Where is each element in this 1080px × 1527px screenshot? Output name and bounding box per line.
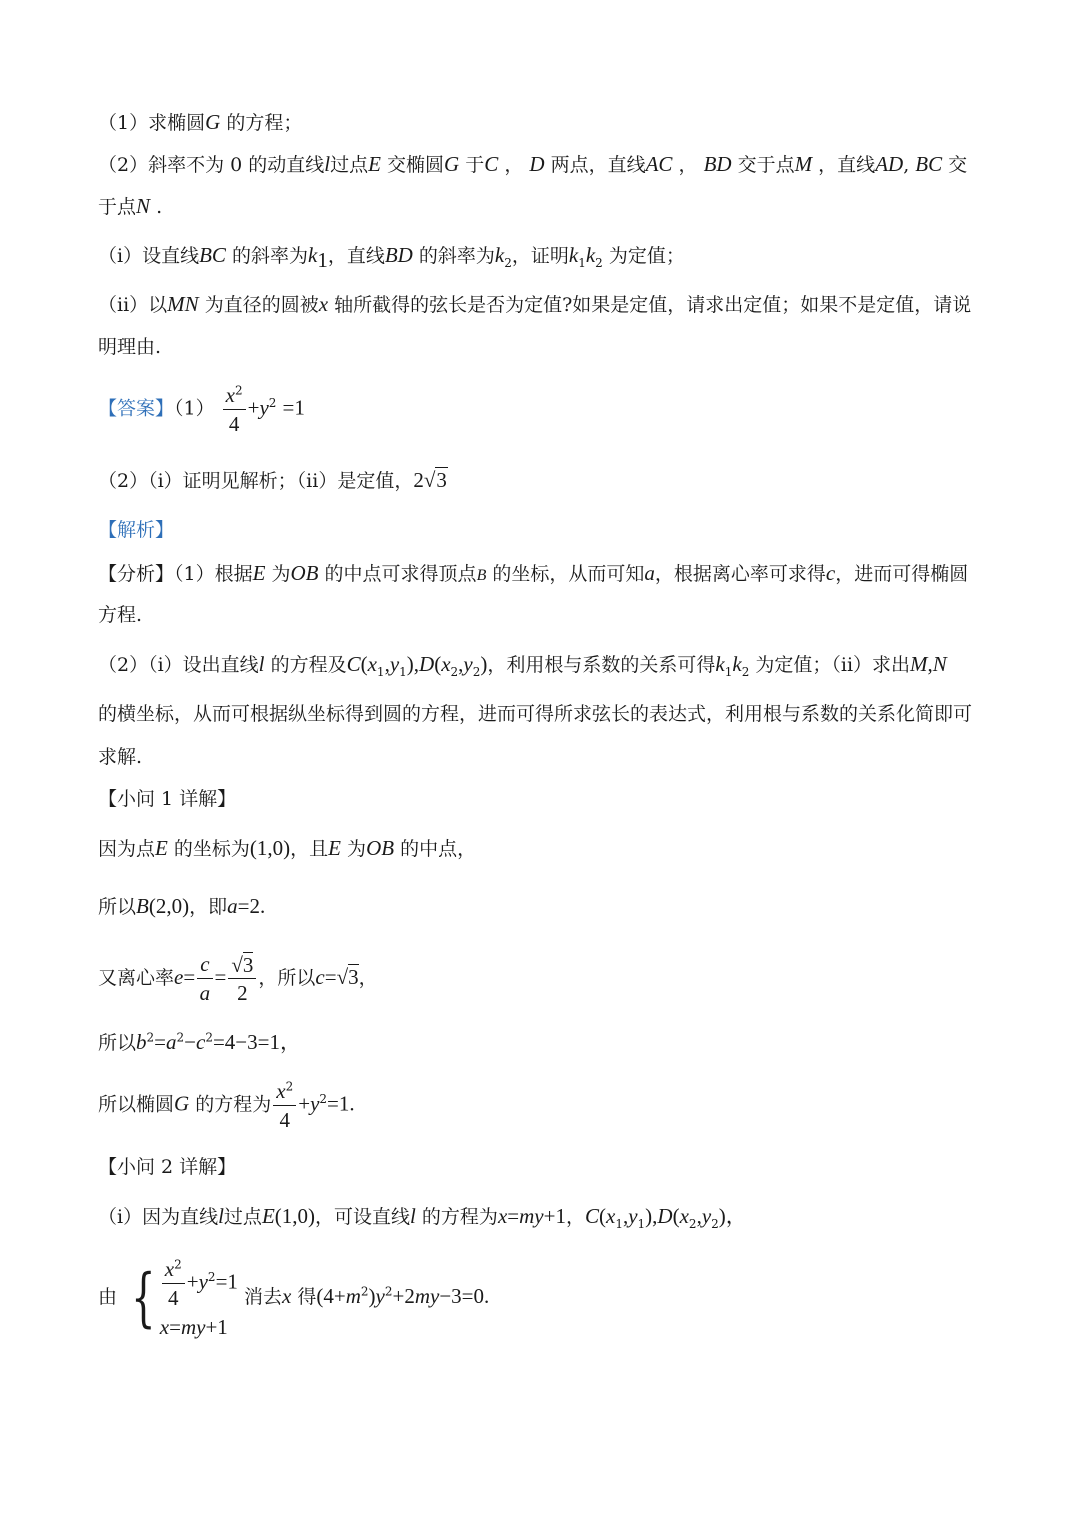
- var-g: G: [205, 110, 221, 134]
- answer-1: 【答案】（1） $\frac{x^2}{4}$ $+y^2 =1$: [98, 383, 305, 436]
- fraction: $\frac{x^2}{4}$: [223, 384, 246, 435]
- part1-line3: 又离心率e= $\frac{c}{a}$ = $\frac{√3}{2}$ ，所以c=√3，: [98, 952, 378, 1005]
- sqrt: √3: [423, 468, 447, 492]
- part1-line2: 所以B(2,0)，即a=2.: [98, 894, 266, 918]
- question-2-line2: 于点N .: [98, 194, 163, 218]
- part1-header: 【小问 1 详解】: [98, 788, 237, 810]
- equation-system: { $\frac{x^2}{4}$ $+y^2=1$ x=my+1: [131, 1257, 238, 1339]
- question-1: （1）求椭圆G 的方程；: [98, 110, 303, 134]
- question-2-line1: （2）斜率不为 0 的动直线l过点E 交椭圆G 于C ， D 两点，直线AC ， BD 交于点M ，直线AD, BC 交: [98, 152, 968, 176]
- part2-header: 【小问 2 详解】: [98, 1156, 237, 1178]
- analysis-line4: 的横坐标，从而可根据纵坐标得到圆的方程，进而可得所求弦长的表达式，利用根与系数的关系化简即可: [98, 703, 973, 725]
- analysis-line1: 【分析】（1）根据E 为OB 的中点可求得顶点B 的坐标，从而可知a，根据离心率可求得c，进而可得椭圆: [98, 561, 969, 585]
- part1-line4: 所以$b^2=a^2-c^2=4-3=1$，: [98, 1030, 301, 1054]
- part1-line5: 所以椭圆G 的方程为 $\frac{x^2}{4}$ $+y^2=1$.: [98, 1079, 355, 1132]
- answer-tag: 【答案】: [98, 397, 175, 420]
- part1-line1: 因为点E 的坐标为(1,0)，且E 为OB 的中点，: [98, 836, 477, 860]
- answer-2: （2）（i）证明见解析；（ii）是定值，2√3: [98, 468, 447, 492]
- analysis-line3: （2）（i）设出直线l 的方程及$C(x_1,y_1),D(x_2,y_2)$，利用根与系数的关系可得$k_1k_2$ 为定值；（ii）求出M,N: [98, 652, 947, 679]
- analysis-header: 【解析】: [98, 519, 175, 541]
- question-2ii-line2: 明理由.: [98, 336, 162, 358]
- question-2i: （i）设直线BC 的斜率为$k_1$，直线BD 的斜率为$k_2$，证明$k_1k_2$ 为定值；: [98, 243, 685, 272]
- part2-line1: （i）因为直线l过点E(1,0)，可设直线l 的方程为x=my+1，$C(x_1,y_1),D(x_2,y_2)$，: [98, 1204, 747, 1231]
- analysis-line5: 求解.: [98, 746, 143, 768]
- question-2ii-line1: （ii）以MN 为直径的圆被x 轴所截得的弦长是否为定值?如果是定值，请求出定值；如果不是定值，请说: [98, 292, 972, 316]
- part2-line2: 由 { $\frac{x^2}{4}$ $+y^2=1$ x=my+1 消去x 得$(4+m^2)y^2+2my-3=0$.: [98, 1257, 490, 1339]
- analysis-line2: 方程.: [98, 604, 143, 626]
